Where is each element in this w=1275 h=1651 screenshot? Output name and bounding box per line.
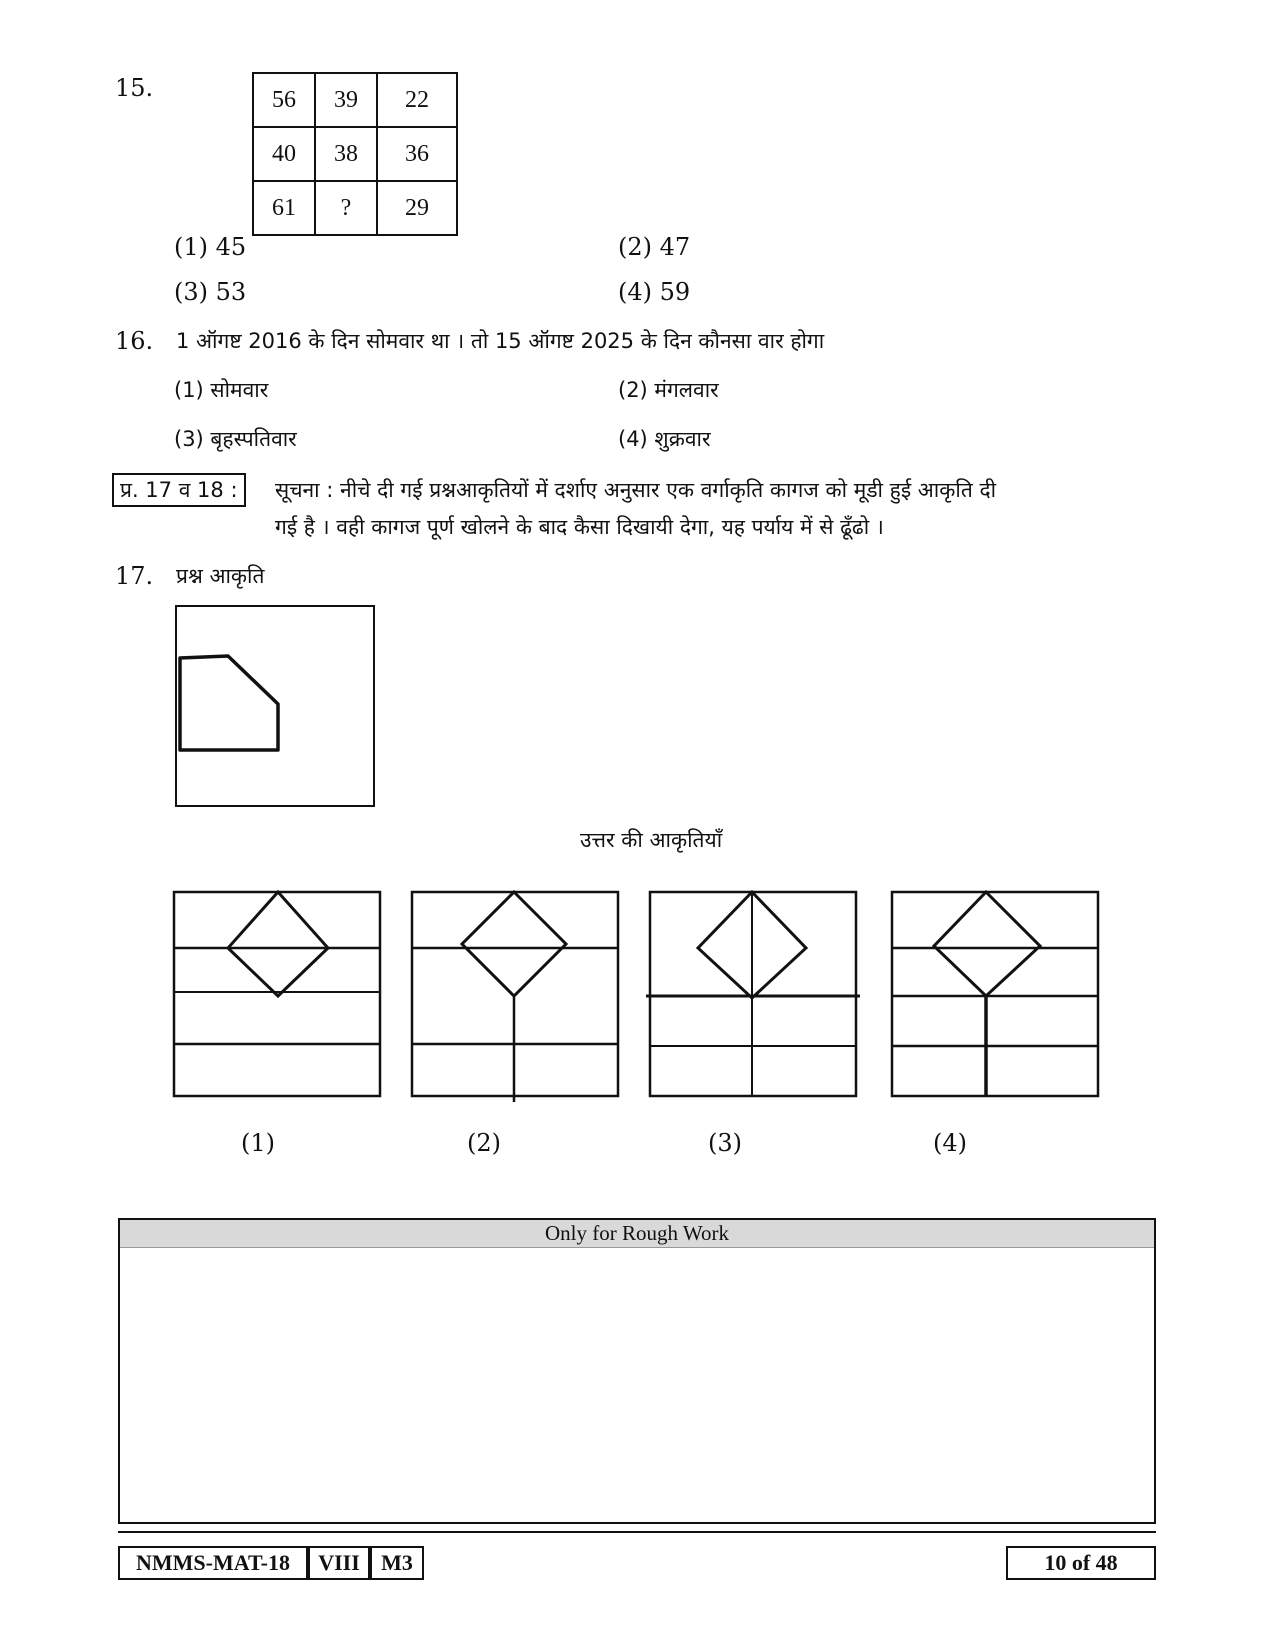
rough-work-title: Only for Rough Work xyxy=(120,1220,1154,1248)
answer-figure-4[interactable] xyxy=(888,888,1102,1100)
answer-figure-2[interactable] xyxy=(408,888,622,1102)
instruction-label: प्र. 17 व 18 : xyxy=(112,473,246,507)
grid-cell: 40 xyxy=(253,127,315,181)
q16-number: 16. xyxy=(115,327,154,355)
footer-rule xyxy=(118,1531,1156,1533)
folded-shape xyxy=(180,656,278,750)
q16-option-1[interactable]: (1) सोमवार xyxy=(174,378,269,402)
q15-number-grid xyxy=(252,72,458,236)
footer-page-number: 10 of 48 xyxy=(1006,1546,1156,1580)
answer-option-label-3: (3) xyxy=(708,1129,742,1157)
grid-cell: 56 xyxy=(253,73,315,127)
grid-cell: 38 xyxy=(315,127,377,181)
q15-option-4[interactable]: (4) 59 xyxy=(618,278,691,306)
answer-figure-3[interactable] xyxy=(646,888,860,1100)
q17-answer-label: उत्तर की आकृतियाँ xyxy=(580,828,723,852)
rough-work-box xyxy=(118,1218,1156,1524)
q16-question-text: 1 ऑगष्ट 2016 के दिन सोमवार था । तो 15 ऑगष्ट 2025 के दिन कौनसा वार होगा xyxy=(176,329,825,353)
footer-code: NMMS-MAT-18 xyxy=(118,1546,308,1580)
q16-option-3[interactable]: (3) बृहस्पतिवार xyxy=(174,427,297,451)
instruction-line-2: गई है । वही कागज पूर्ण खोलने के बाद कैसा दिखायी देगा, यह पर्याय में से ढूँढो । xyxy=(275,515,884,539)
q17-number: 17. xyxy=(115,562,154,590)
grid-cell-missing: ? xyxy=(315,181,377,235)
answer-option-label-1: (1) xyxy=(241,1129,275,1157)
question-square xyxy=(176,606,374,806)
q16-option-4[interactable]: (4) शुक्रवार xyxy=(618,427,711,451)
grid-cell: 39 xyxy=(315,73,377,127)
footer-class: VIII xyxy=(308,1546,370,1580)
footer-set: M3 xyxy=(370,1546,424,1580)
grid-cell: 29 xyxy=(377,181,457,235)
grid-cell: 36 xyxy=(377,127,457,181)
instruction-line-1: सूचना : नीचे दी गई प्रश्नआकृतियों में दर्शाए अनुसार एक वर्गाकृति कागज को मूडी हुई आकृति दी xyxy=(275,478,997,502)
q16-option-2[interactable]: (2) मंगलवार xyxy=(618,378,719,402)
answer-option-label-2: (2) xyxy=(467,1129,501,1157)
q15-option-2[interactable]: (2) 47 xyxy=(618,233,691,261)
q15-number: 15. xyxy=(115,74,154,102)
q17-question-label: प्रश्न आकृति xyxy=(176,564,265,588)
grid-cell: 22 xyxy=(377,73,457,127)
answer-option-label-4: (4) xyxy=(933,1129,967,1157)
q15-option-3[interactable]: (3) 53 xyxy=(174,278,247,306)
q17-question-figure xyxy=(170,600,380,810)
grid-cell: 61 xyxy=(253,181,315,235)
answer-figure-1[interactable] xyxy=(170,888,384,1100)
q15-option-1[interactable]: (1) 45 xyxy=(174,233,247,261)
